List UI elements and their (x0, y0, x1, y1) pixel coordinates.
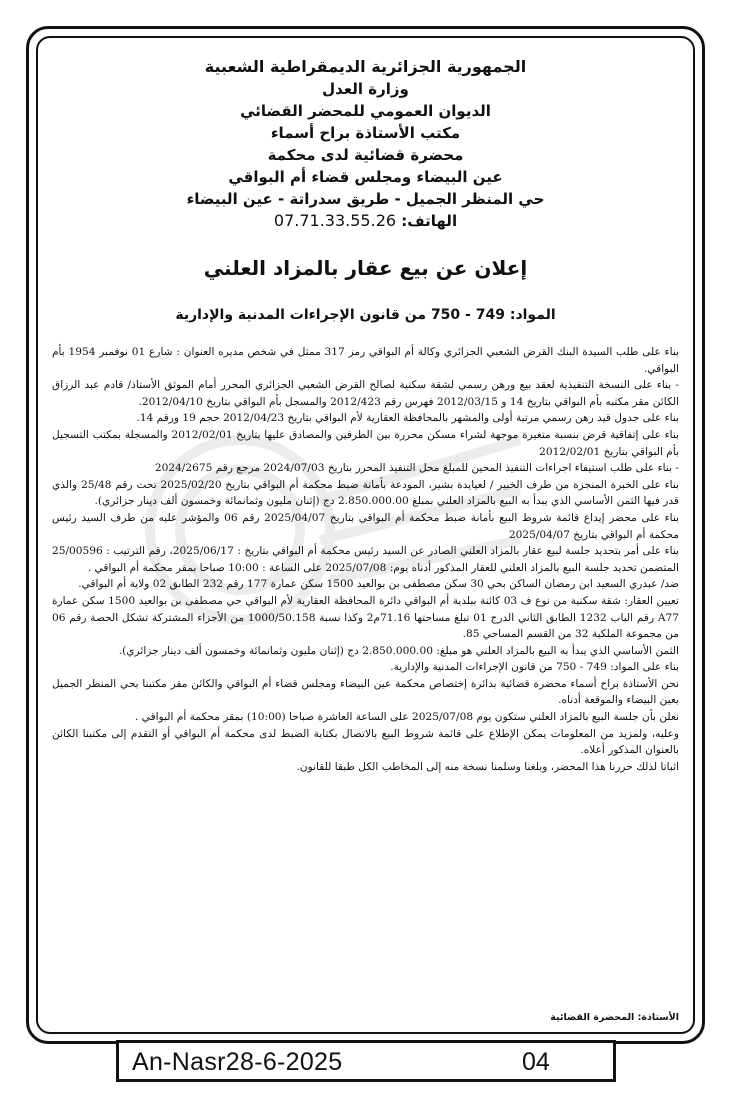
notice-body (52, 344, 679, 775)
body-paragraph: بناء على طلب السيدة البنك القرض الشعبي الجزائري وكالة أم البواقي رمز 317 ممثل في شخص مديره العنوان : شارع 01 نوفمبر 1954 بأم البواقي. (52, 346, 679, 375)
phone-line (50, 210, 681, 232)
body-paragraph: بناء على الخبرة المنجزة من طرف الخبير / لعيايدة بشير، المودعة بأمانة ضبط محكمة أم البواقي بتاريخ 2025/02/20 تحت رقم 25/48 والذي قدر فيها الثمن الأساسي الذي يبدأ به البيع بالمزاد العلني بمبلغ 2.850.000.00 دج (إثنان مليون وثمانمائة وخمسون ألف دينار جزائري). (52, 478, 679, 508)
country-name: الجمهورية الجزائرية الديمقراطية الشعبية (204, 57, 527, 76)
letterhead (50, 56, 681, 232)
body-paragraph: - بناء على النسخة التنفيذية لعقد بيع ورهن رسمي لشقة سكنية لصالح القرض الشعبي الجزائري المحرر أمام الموثق الأستاذ/ قادم عبد الرزاق الكائن مقر مكتبه بأم البواقي بتاريخ 14 و 2012/03/15 فهرس رقم 2012/423 والمسجل بأم البواقي بتاريخ 2012/04/10. (52, 379, 679, 408)
office-address: حي المنظر الجميل - طريق سدراتة - عين البيضاء (186, 190, 545, 208)
phone-number: 07.71.33.55.26 (273, 211, 397, 230)
body-paragraph: بناء على إتفاقية قرض بنسبة متغيرة موجهة لشراء مسكن محررة بين الطرفين والمصادق عليها بتاريخ 2012/02/01 والمسجلة بمكتب التسجيل بأم البواقي بتاريخ 2012/02/01 (52, 428, 679, 458)
ministry-name: وزارة العدل (322, 80, 409, 98)
body-paragraph: الثمن الأساسي الذي يبدأ به البيع بالمزاد العلني هو مبلغ: 2.850.000.00 دج (إثنان مليون وثمانمائة وخمسون ألف دينار جزائري). (118, 644, 679, 657)
bailiff-court: محضرة قضائية لدى محكمة (267, 146, 464, 164)
body-paragraph: بناء على أمر بتحديد جلسة لبيع عقار بالمزاد العلني الصادر عن السيد رئيس محكمة أم البواقي بتاريخ : 2025/06/17، رقم الترتيب : 25/00596 المتضمن تحديد جلسة البيع بالمزاد العلني للعقار المذكور أدناه يوم: 2025/07/08 على الساعة : 10:00 صباحا بمقر محكمة أم البواقي . (52, 545, 680, 574)
body-paragraph: بناء على جدول قيد رهن رسمي مرتبة أولى والمشهر بالمحافظة العقارية لأم البواقي بتاريخ 2012/04/23 حجم 19 ورقم 14. (136, 412, 679, 425)
jurisdiction: عين البيضاء ومجلس قضاء أم البواقي (228, 168, 503, 186)
body-paragraph: وعليه، ولمزيد من المعلومات يمكن الإطلاع على قائمة شروط البيع بالاتصال بكتابة الضبط لدى محكمة أم البواقي أو التقدم إلى مكتبنا الكائن بالعنوان المذكور أعلاه. (52, 727, 679, 757)
notice-title: إعلان عن بيع عقار بالمزاد العلني (203, 256, 528, 280)
office-name: الديوان العمومي للمحضر القضائي (240, 102, 491, 120)
body-paragraph: بناء على محضر إيداع قائمة شروط البيع بأمانة ضبط محكمة أم البواقي بتاريخ 2025/04/07 رقم 06 والمؤشر عليه من طرف السيد رئيس محكمة أم البواقي بتاريخ 2025/04/07 (52, 511, 679, 541)
body-paragraph: نحن الأستاذة براح أسماء محضرة قضائية بدائرة إختصاص محكمة عين البيضاء ومجلس قضاء أم البواقي والكائن مقر مكتبنا بحي المنظر الجميل بعين البيضاء والموقعة أدناه. (52, 677, 679, 707)
body-paragraph: نعلن بأن جلسة البيع بالمزاد العلني ستكون يوم 2025/07/08 على الساعة العاشرة صباحا (10:00) بمقر محكمة أم البواقي . (135, 711, 679, 724)
bailiff-office: مكتب الأستاذة براح أسماء (270, 124, 461, 142)
signature-line: الأستاذة: المحضرة القضائية (550, 1012, 679, 1023)
page-number: 04 (522, 1048, 550, 1076)
body-paragraph: اثباتا لذلك حررنا هذا المحضر، وبلغنا وسلمنا نسخة منه إلى المخاطب الكل طبقا للقانون. (296, 760, 679, 773)
body-paragraph: تعيين العقار: شقة سكنية من نوع ف 03 كائنة ببلدية أم البواقي دائرة المحافظة العقارية لأم البواقي حي مصطفى بن بوالعيد 1500 سكن عمارة A77 رقم الباب 1232 الطابق الثاني الدرج 01 تبلغ مساحتها 71.16م2 وكذا نسبة 1000/50.158 من الأجزاء المشتركة تشكل الحصة رقم 06 من مجموعة الملكية 32 من القسم المساحي 85. (52, 594, 680, 641)
body-paragraph: ضد/ عبدري السعيد ابن رمضان الساكن بحي 30 سكن مصطفى بن بوالعيد 1500 سكن عمارة 177 رقم 232 الطابق 02 ولاية أم البواقي. (78, 578, 679, 591)
phone-label: الهاتف: (401, 212, 458, 230)
body-paragraph: - بناء على طلب استيفاء اجراءات التنفيذ المحين للمبلغ محل التنفيذ المحرر بتاريخ 2024/07/03 مرجع رقم 2024/2675 (154, 462, 679, 475)
publication-name: An-Nasr28-6-2025 (132, 1048, 343, 1076)
body-paragraph: بناء على المواد: 749 - 750 من قانون الإجراءات المدنية والإدارية. (390, 661, 679, 674)
notice-subtitle: المواد: 749 - 750 من قانون الإجراءات المدنية والإدارية (175, 307, 556, 323)
